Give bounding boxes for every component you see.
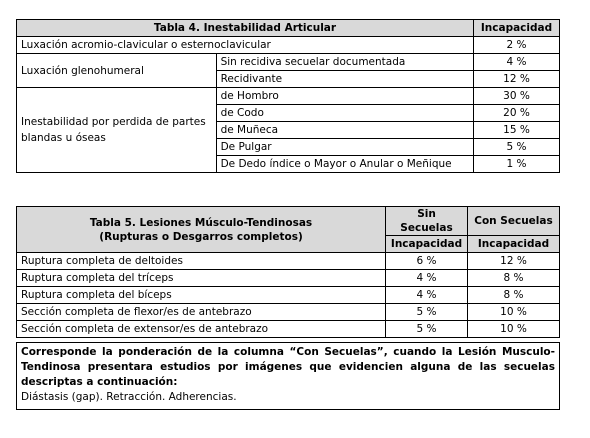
- table-header-row: [17, 20, 560, 37]
- table-row: [17, 37, 560, 54]
- sub-row-label: Sin recidiva secuelar documentada: [216, 54, 473, 71]
- row-label: Inestabilidad por perdida de partes blandas u óseas: [17, 88, 217, 173]
- row-value-con: 10 %: [468, 304, 560, 321]
- column-header-con-secuelas: Con Secuelas: [468, 207, 560, 236]
- row-label: Ruptura completa de deltoides: [17, 253, 386, 270]
- note-plain-text: Diástasis (gap). Retracción. Adherencias.: [21, 391, 237, 403]
- table-row: [17, 287, 560, 304]
- row-value-sin: 5 %: [386, 321, 468, 338]
- row-value-con: 10 %: [468, 321, 560, 338]
- sub-row-label: de Muñeca: [216, 122, 473, 139]
- column-header: Incapacidad: [474, 20, 560, 37]
- table-row: [17, 54, 560, 71]
- row-value: 20 %: [474, 105, 560, 122]
- row-value-con: 8 %: [468, 287, 560, 304]
- row-value: 15 %: [474, 122, 560, 139]
- row-value: 30 %: [474, 88, 560, 105]
- row-label: Sección completa de flexor/es de antebrazo: [17, 304, 386, 321]
- row-value: 5 %: [474, 139, 560, 156]
- row-label: Luxación glenohumeral: [17, 54, 217, 88]
- row-value-sin: 4 %: [386, 287, 468, 304]
- table-row: [17, 270, 560, 287]
- table-row: [17, 88, 560, 105]
- sub-row-label: De Pulgar: [216, 139, 473, 156]
- row-value: 2 %: [474, 37, 560, 54]
- column-subheader-incapacidad: Incapacidad: [468, 236, 560, 253]
- table-title: [17, 207, 386, 253]
- tabla-inestabilidad-articular: [16, 19, 560, 173]
- row-label: Luxación acromio-clavicular o esternoclavicular: [17, 37, 474, 54]
- note-bold-text: Corresponde la ponderación de la columna “Con Secuelas”, cuando la Lesión Musculo-Tendinosa presentara estudios por imágenes que evidencien alguna de las secuelas descriptas a continuación:: [21, 346, 555, 388]
- table-header-row: [17, 207, 560, 236]
- row-label: Sección completa de extensor/es de antebrazo: [17, 321, 386, 338]
- row-value: 1 %: [474, 156, 560, 173]
- row-label: Ruptura completa del bíceps: [17, 287, 386, 304]
- table-title: Tabla 4. Inestabilidad Articular: [17, 20, 474, 37]
- table-row: [17, 253, 560, 270]
- row-value-sin: 6 %: [386, 253, 468, 270]
- row-value-sin: 4 %: [386, 270, 468, 287]
- sub-row-label: Recidivante: [216, 71, 473, 88]
- row-value: 12 %: [474, 71, 560, 88]
- row-value-con: 8 %: [468, 270, 560, 287]
- tabla-lesiones-musculo-tendinosas: [16, 206, 560, 338]
- row-value-con: 12 %: [468, 253, 560, 270]
- row-value: 4 %: [474, 54, 560, 71]
- column-subheader-incapacidad: Incapacidad: [386, 236, 468, 253]
- sub-row-label: de Hombro: [216, 88, 473, 105]
- row-label: Ruptura completa del tríceps: [17, 270, 386, 287]
- note-box: [16, 342, 560, 410]
- sub-row-label: De Dedo índice o Mayor o Anular o Meñique: [216, 156, 473, 173]
- table-title-line1: Tabla 5. Lesiones Músculo-Tendinosas: [89, 216, 313, 229]
- column-header-sin-secuelas: Sin Secuelas: [386, 207, 468, 236]
- row-value-sin: 5 %: [386, 304, 468, 321]
- table-title-line2: (Rupturas o Desgarros completos): [99, 230, 303, 243]
- table-row: [17, 321, 560, 338]
- sub-row-label: de Codo: [216, 105, 473, 122]
- table-row: [17, 304, 560, 321]
